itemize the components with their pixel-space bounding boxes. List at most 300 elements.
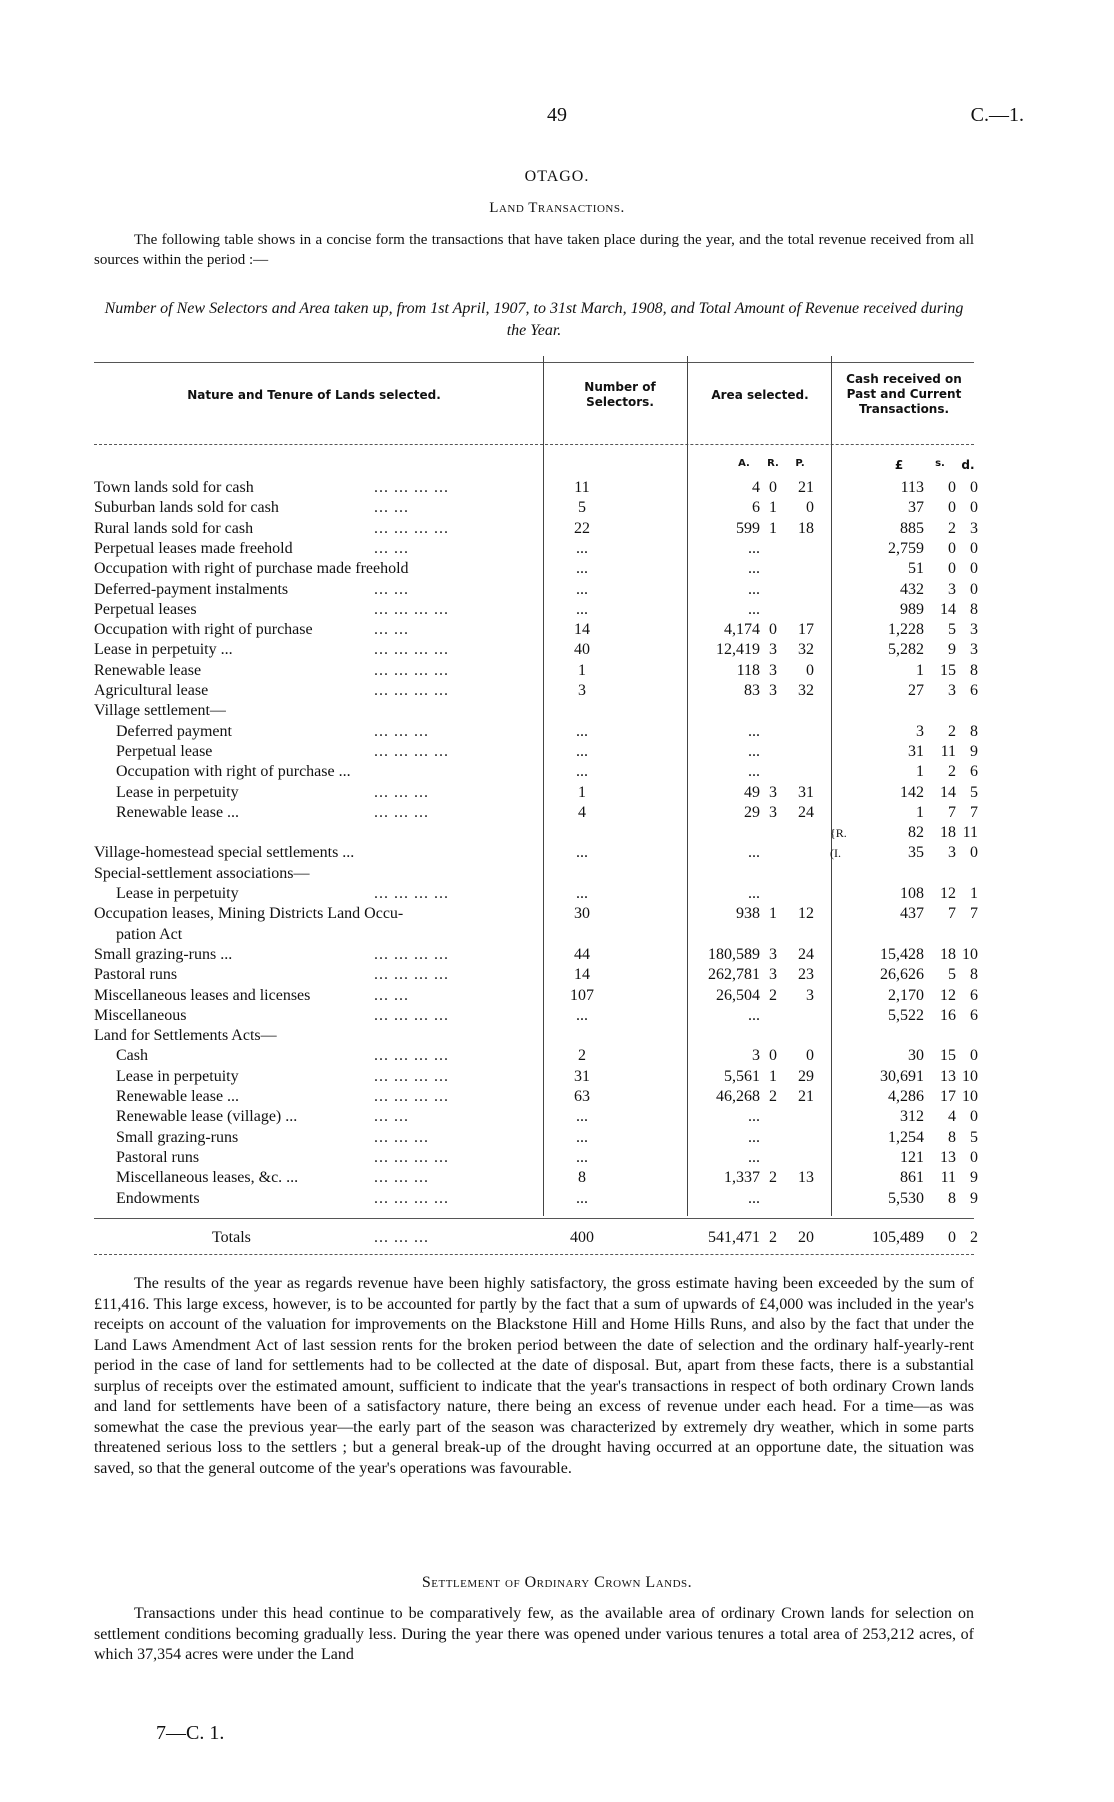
row-label: Perpetual leases [94, 600, 197, 618]
cell-pence: 7 [970, 905, 978, 923]
cell-pence: 1 [970, 885, 978, 902]
cell-pence: 8 [970, 966, 978, 984]
cell-pounds: 113 [900, 479, 924, 496]
unit-acres: A. [738, 458, 750, 469]
section-title: Land Transactions. [489, 200, 625, 216]
row-label: Town lands sold for cash [94, 479, 254, 496]
row-label: Village settlement— [94, 702, 226, 720]
cell-pounds: 1,254 [888, 1128, 924, 1146]
cell-shillings: 16 [940, 1006, 956, 1024]
cell-acres: ... [748, 844, 760, 862]
cell-perches: 0 [806, 499, 814, 517]
intro-paragraph: The following table shows in a concise form the transactions that have taken place during the year, and the total revenue received from all sources within the period :— [94, 232, 974, 268]
cell-pounds: 1 [916, 803, 924, 821]
table-row [94, 519, 978, 539]
row-label: Miscellaneous leases, &c. ... [116, 1169, 299, 1187]
row-label: Rural lands sold for cash [94, 519, 254, 537]
row-label: Land for Settlements Acts— [94, 1027, 277, 1045]
cell-roods: 1 [769, 1067, 777, 1085]
cell-acres: 83 [744, 682, 760, 699]
cell-selectors: ... [576, 560, 588, 578]
cell-pence: 9 [970, 1189, 978, 1207]
cell-selectors: 31 [574, 1067, 590, 1085]
cell-roods: 0 [769, 479, 777, 496]
cell-pounds: 1 [916, 763, 924, 781]
table-row [94, 1148, 978, 1168]
cell-roods: 3 [769, 682, 777, 699]
cell-selectors: ... [576, 763, 588, 781]
cell-pence: 0 [970, 580, 978, 598]
totals-label: Totals [212, 1229, 251, 1246]
leader-dots: ... ... ... ... [374, 661, 449, 679]
table-row [94, 1026, 974, 1046]
leader-dots: ... ... ... [374, 722, 429, 740]
totals-row [94, 1228, 978, 1248]
cell-acres: ... [748, 560, 760, 578]
row-label: Small grazing-runs ... [94, 945, 233, 963]
cell-shillings: 15 [940, 661, 956, 679]
cell-selectors: 1 [578, 661, 586, 679]
cell-mark: (I. [830, 846, 841, 861]
cell-shillings: 18 [940, 824, 956, 842]
cell-shillings: 2 [948, 763, 956, 781]
cell-acres: 4,174 [724, 621, 760, 639]
header-selectors: Number of Selectors. [584, 380, 656, 409]
cell-acres: 262,781 [708, 966, 760, 984]
cell-pence: 3 [970, 641, 978, 659]
cell-shillings: 8 [948, 1128, 956, 1146]
row-label: Pastoral runs [116, 1148, 200, 1166]
leader-dots: ... ... [374, 499, 409, 517]
row-label: Lease in perpetuity [116, 1067, 239, 1085]
cell-pounds: 35 [908, 844, 924, 862]
table-row [94, 965, 978, 985]
cell-pence: 5 [970, 783, 978, 801]
cell-shillings: 12 [940, 885, 956, 902]
row-label: Lease in perpetuity [116, 885, 239, 902]
cell-pounds: 31 [908, 742, 924, 760]
cell-shillings: 13 [940, 1148, 956, 1166]
cell-pence: 9 [970, 1169, 978, 1187]
table-row [94, 498, 978, 518]
cell-pounds: 37 [908, 499, 924, 517]
cell-selectors: ... [576, 1108, 588, 1126]
cell-selectors: 4 [578, 803, 586, 821]
cell-shillings: 18 [940, 945, 956, 963]
cell-pence: 0 [970, 560, 978, 578]
cell-pence: 8 [970, 722, 978, 740]
table-row [94, 620, 978, 640]
row-label: Endowments [116, 1189, 200, 1207]
table-row [94, 742, 978, 762]
cell-roods: 1 [769, 905, 777, 923]
cell-acres: ... [748, 1189, 760, 1207]
cell-pounds: 989 [900, 600, 924, 618]
cell-selectors: ... [576, 885, 588, 902]
cell-perches: 0 [806, 661, 814, 679]
cell-selectors: ... [576, 1148, 588, 1166]
row-label: pation Act [116, 925, 183, 943]
cell-roods: 0 [769, 621, 777, 639]
cell-pounds: 15,428 [880, 945, 924, 963]
table-row [94, 600, 978, 620]
cell-pounds: 108 [900, 885, 924, 902]
row-label: Occupation leases, Mining Districts Land Occu- [94, 905, 404, 923]
cell-shillings: 3 [948, 580, 956, 598]
table-row [94, 580, 978, 600]
cell-shillings: 3 [948, 844, 956, 862]
table-row [94, 722, 978, 742]
table-row [94, 1006, 978, 1026]
row-label: Occupation with right of purchase ... [116, 763, 351, 781]
cell-shillings: 14 [940, 600, 956, 618]
cell-pence: 10 [962, 1088, 978, 1105]
table-row [94, 1067, 978, 1087]
cell-shillings: 9 [948, 641, 956, 659]
table-row [94, 1168, 978, 1188]
cell-selectors: 2 [578, 1047, 586, 1065]
cell-pence: 6 [970, 986, 978, 1004]
table-top-rule [94, 362, 974, 363]
cell-pence: 0 [970, 1047, 978, 1065]
cell-acres: ... [748, 1006, 760, 1024]
table-row [94, 661, 978, 681]
cell-pounds: 2,759 [888, 539, 924, 557]
table-row [94, 884, 978, 904]
header-nature: Nature and Tenure of Lands selected. [187, 388, 441, 402]
table-row [94, 925, 974, 945]
cell-acres: ... [748, 742, 760, 760]
row-label: Lease in perpetuity [116, 783, 239, 801]
cell-pounds: 30,691 [880, 1067, 924, 1085]
totals-pounds: 105,489 [872, 1229, 924, 1246]
footer-reference: 7—C. 1. [156, 1722, 225, 1744]
leader-dots: ... ... ... ... [374, 600, 449, 618]
cell-shillings: 11 [940, 742, 956, 760]
cell-roods: 3 [769, 783, 777, 801]
cell-pounds: 1 [916, 661, 924, 679]
cell-selectors: ... [576, 580, 588, 598]
cell-perches: 23 [798, 966, 814, 984]
cell-pounds: 142 [900, 783, 924, 801]
unit-perches: P. [795, 458, 805, 469]
leader-dots: ... ... ... [374, 1229, 429, 1246]
cell-acres: 3 [752, 1047, 760, 1065]
totals-acres: 541,471 [708, 1229, 760, 1246]
cell-pounds: 5,522 [888, 1006, 924, 1024]
cell-pence: 11 [962, 824, 978, 842]
cell-shillings: 17 [940, 1088, 956, 1105]
cell-pence: 9 [970, 742, 978, 760]
cell-perches: 13 [798, 1169, 814, 1187]
table-row [94, 478, 978, 498]
cell-shillings: 2 [948, 722, 956, 740]
table-bottom-rule [94, 1254, 974, 1255]
cell-selectors: 11 [574, 479, 590, 496]
row-label: Lease in perpetuity ... [94, 641, 233, 659]
leader-dots: ... ... ... ... [374, 519, 449, 537]
row-label: Renewable lease [94, 661, 202, 679]
cell-pence: 8 [970, 661, 978, 679]
cell-pence: 5 [970, 1128, 978, 1146]
cell-acres: 180,589 [708, 945, 760, 963]
cell-acres: 29 [744, 803, 760, 821]
row-label: Special-settlement associations— [94, 864, 310, 882]
cell-shillings: 5 [948, 966, 956, 984]
unit-roods: R. [767, 458, 779, 469]
cell-acres: 4 [752, 479, 760, 496]
cell-shillings: 13 [940, 1067, 956, 1085]
leader-dots: ... ... ... ... [374, 1148, 449, 1166]
row-label: Agricultural lease [94, 682, 209, 699]
cell-pence: 10 [962, 945, 978, 963]
cell-acres: ... [748, 722, 760, 740]
unit-pence: d. [961, 458, 975, 472]
table-row [94, 783, 978, 803]
leader-dots: ... ... ... ... [374, 742, 449, 760]
cell-pence: 3 [970, 519, 978, 537]
cell-selectors: ... [576, 1128, 588, 1146]
unit-pounds: £ [894, 458, 904, 472]
table-caption: Number of New Selectors and Area taken up, from 1st April, 1907, to 31st March, 1908, and Total Amount of Revenue received during the Year. [104, 300, 964, 339]
cell-pounds: 5,530 [888, 1189, 924, 1207]
table-row [94, 1128, 978, 1148]
cell-pounds: 51 [908, 560, 924, 578]
cell-mark: {R. [830, 826, 847, 841]
cell-pence: 3 [970, 621, 978, 639]
cell-selectors: 3 [578, 682, 586, 699]
cell-acres: ... [748, 1128, 760, 1146]
row-label: Occupation with right of purchase [94, 621, 313, 639]
cell-selectors: 8 [578, 1169, 586, 1187]
table-row [94, 823, 978, 843]
cell-selectors: 44 [574, 945, 590, 963]
totals-roods: 2 [769, 1229, 777, 1246]
cell-acres: ... [748, 1148, 760, 1166]
row-label: Renewable lease (village) ... [116, 1108, 298, 1126]
page-number: 49 [547, 104, 567, 126]
cell-acres: 12,419 [716, 641, 760, 659]
row-label: Perpetual lease [116, 742, 213, 760]
cell-acres: 599 [736, 519, 760, 537]
table-row [94, 539, 978, 559]
cell-acres: 938 [736, 905, 760, 923]
cell-perches: 3 [806, 986, 814, 1004]
cell-pounds: 885 [900, 519, 924, 537]
cell-acres: ... [748, 763, 760, 781]
cell-pence: 6 [970, 763, 978, 781]
cell-shillings: 4 [948, 1108, 956, 1126]
row-label: Renewable lease ... [116, 1088, 240, 1105]
leader-dots: ... ... ... [374, 1169, 429, 1187]
cell-pounds: 82 [908, 824, 924, 842]
leader-dots: ... ... [374, 580, 409, 598]
leader-dots: ... ... [374, 539, 409, 557]
cell-shillings: 7 [948, 905, 956, 923]
leader-dots: ... ... ... ... [374, 682, 449, 699]
cell-selectors: 107 [570, 986, 594, 1004]
cell-perches: 0 [806, 1047, 814, 1065]
row-label: Cash [116, 1047, 148, 1065]
cell-selectors: 14 [574, 966, 590, 984]
cell-perches: 18 [798, 519, 814, 537]
leader-dots: ... ... ... [374, 1128, 429, 1146]
leader-dots: ... ... ... ... [374, 1088, 449, 1105]
totals-selectors: 400 [570, 1229, 594, 1246]
section2-paragraph: Transactions under this head continue to be comparatively few, as the available area of ordinary Crown lands for selection on settlement conditions becoming gradually less. During the year there was opened under various tenures a total area of 253,212 acres, of which 37,354 acres were under the Land [94, 1605, 974, 1663]
unit-shillings: s. [935, 458, 945, 469]
cell-shillings: 0 [948, 539, 956, 557]
cell-roods: 3 [769, 641, 777, 659]
cell-roods: 1 [769, 499, 777, 517]
cell-pence: 6 [970, 1006, 978, 1024]
revenue-paragraph: The results of the year as regards revenue have been highly satisfactory, the gross estimate having been exceeded by the sum of £11,416. This large excess, however, is to be accounted for partly by the fact that a sum of upwards of £4,000 was included in the year's receipts on account of the valuation for improvements on the Blackstone Hill and Home Hills Runs, and also by the fact that under the Land Laws Amendment Act of last session rents for the broken period between the date of selection and the ordinary half-yearly-rent period in the case of land for settlements had to be collected at the date of disposal. But, apart from these facts, there is a substantial surplus of receipts over the estimated amount, sufficient to indicate that the year's transactions in respect of both ordinary Crown lands and land for settlements have been of a satisfactory nature, there being an excess of revenue under each head. For a time—as was somewhat the case the previous year—the early part of the season was characterized by extremely dry weather, which in some parts threatened serious loss to the settlers ; but a general break-up of the drought having occurred at an opportune date, the situation was saved, so that the general outcome of the year's operations was favourable. [94, 1275, 974, 1477]
cell-acres: ... [748, 539, 760, 557]
region-heading: OTAGO. [524, 168, 590, 185]
cell-pence: 7 [970, 803, 978, 821]
table-row [94, 1107, 978, 1127]
cell-selectors: 14 [574, 621, 590, 639]
cell-acres: 26,504 [716, 986, 760, 1004]
cell-pounds: 312 [900, 1108, 924, 1126]
row-label: Pastoral runs [94, 966, 178, 984]
cell-pounds: 1,228 [888, 621, 924, 639]
row-label: Small grazing-runs [116, 1128, 239, 1146]
cell-pence: 0 [970, 1148, 978, 1166]
totals-pence: 2 [970, 1229, 978, 1246]
cell-perches: 32 [798, 641, 814, 659]
cell-acres: 5,561 [724, 1067, 760, 1085]
cell-acres: ... [748, 600, 760, 618]
cell-pence: 0 [970, 1108, 978, 1126]
totals-rule [94, 1218, 974, 1219]
row-label: Village-homestead special settlements ... [94, 844, 355, 862]
leader-dots: ... ... ... ... [374, 885, 449, 902]
cell-pence: 8 [970, 600, 978, 618]
cell-shillings: 11 [940, 1169, 956, 1187]
cell-selectors: ... [576, 600, 588, 618]
cell-pence: 0 [970, 499, 978, 517]
cell-roods: 3 [769, 966, 777, 984]
cell-pounds: 2,170 [888, 986, 924, 1004]
cell-perches: 24 [798, 803, 814, 821]
cell-pounds: 437 [900, 905, 924, 923]
cell-selectors: 40 [574, 641, 590, 659]
row-label: Suburban lands sold for cash [94, 499, 279, 517]
cell-acres: 6 [752, 499, 760, 517]
cell-roods: 2 [769, 986, 777, 1004]
cell-perches: 32 [798, 682, 814, 699]
cell-selectors: 63 [574, 1088, 590, 1105]
cell-shillings: 15 [940, 1047, 956, 1065]
cell-selectors: ... [576, 742, 588, 760]
cell-roods: 2 [769, 1088, 777, 1105]
cell-perches: 17 [798, 621, 814, 639]
cell-perches: 24 [798, 945, 814, 963]
leader-dots: ... ... ... ... [374, 1006, 449, 1024]
leader-dots: ... ... ... ... [374, 966, 449, 984]
cell-acres: 49 [744, 783, 760, 801]
header-cash: Cash received on Past and Current Transactions. [846, 372, 962, 416]
leader-dots: ... ... ... ... [374, 945, 449, 963]
table-row [94, 640, 978, 660]
table-row [94, 762, 978, 782]
totals-perches: 20 [798, 1229, 814, 1246]
cell-perches: 29 [798, 1067, 814, 1085]
cell-selectors: ... [576, 1006, 588, 1024]
cell-pounds: 30 [908, 1047, 924, 1065]
row-label: Deferred-payment instalments [94, 580, 289, 598]
cell-acres: 118 [736, 661, 760, 679]
cell-shillings: 14 [940, 783, 956, 801]
table-row [94, 803, 978, 823]
leader-dots: ... ... [374, 986, 409, 1004]
cell-pounds: 121 [900, 1148, 924, 1166]
cell-pounds: 27 [908, 682, 924, 699]
cell-perches: 21 [798, 1088, 814, 1105]
cell-pence: 0 [970, 479, 978, 496]
cell-selectors: ... [576, 1189, 588, 1207]
cell-shillings: 2 [948, 519, 956, 537]
totals-shillings: 0 [948, 1229, 956, 1246]
row-label: Deferred payment [116, 722, 232, 740]
cell-pounds: 4,286 [888, 1088, 924, 1105]
cell-shillings: 0 [948, 560, 956, 578]
cell-acres: 1,337 [724, 1169, 760, 1187]
row-label: Perpetual leases made freehold [94, 539, 293, 557]
cell-acres: 46,268 [716, 1088, 760, 1105]
cell-shillings: 3 [948, 682, 956, 699]
cell-selectors: 1 [578, 783, 586, 801]
cell-pence: 10 [962, 1067, 978, 1085]
table-row [94, 945, 978, 965]
cell-shillings: 8 [948, 1189, 956, 1207]
leader-dots: ... ... [374, 621, 409, 639]
leader-dots: ... ... ... ... [374, 1189, 449, 1207]
cell-pence: 0 [970, 539, 978, 557]
cell-acres: ... [748, 580, 760, 598]
table-row [94, 986, 978, 1006]
table-row [94, 904, 978, 924]
row-label: Occupation with right of purchase made freehold [94, 560, 409, 578]
header-bottom-rule [94, 444, 974, 445]
cell-pounds: 432 [900, 580, 924, 598]
table-row [94, 864, 974, 884]
cell-pounds: 5,282 [888, 641, 924, 659]
leader-dots: ... ... ... ... [374, 479, 449, 496]
leader-dots: ... ... ... ... [374, 641, 449, 659]
cell-selectors: 22 [574, 519, 590, 537]
cell-pence: 0 [970, 844, 978, 862]
table-row [94, 1189, 978, 1209]
table-row [94, 1087, 978, 1107]
table-row [94, 559, 978, 579]
table-row [94, 1046, 978, 1066]
cell-pence: 6 [970, 682, 978, 699]
leader-dots: ... ... ... [374, 803, 429, 821]
cell-roods: 1 [769, 519, 777, 537]
cell-perches: 21 [798, 479, 814, 496]
section2-title: Settlement of Ordinary Crown Lands. [421, 1574, 693, 1591]
leader-dots: ... ... [374, 1108, 409, 1126]
row-label: Miscellaneous [94, 1006, 187, 1024]
cell-roods: 3 [769, 803, 777, 821]
cell-acres: ... [748, 885, 760, 902]
leader-dots: ... ... ... ... [374, 1067, 449, 1085]
leader-dots: ... ... ... ... [374, 1047, 449, 1065]
cell-selectors: 5 [578, 499, 586, 517]
table-row [94, 701, 974, 721]
